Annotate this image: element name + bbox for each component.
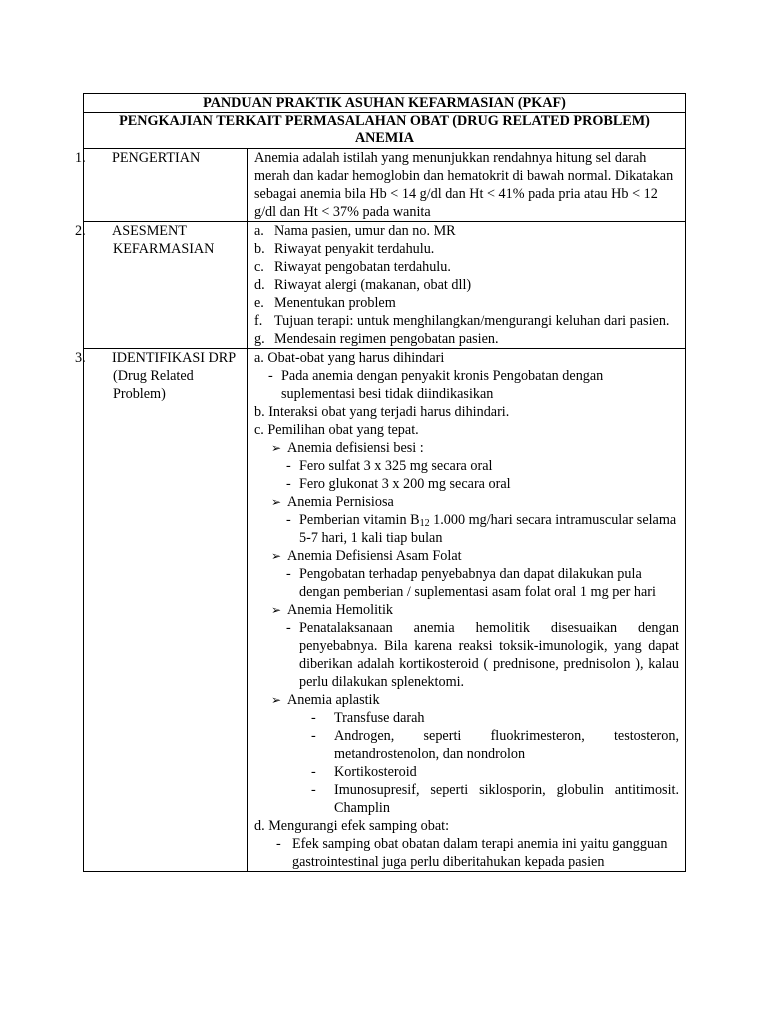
dash-text: Penatalaksanaan anemia hemolitik disesuaikan dengan penyebabnya. Bila karena reaksi toksik-imunologik, yang dapat diberikan adalah kortikosteroid ( prednisone, prednisolon ), kalau perlu dilakukan splenektomi.: [299, 620, 679, 690]
list-text: Nama pasien, umur dan no. MR: [274, 223, 456, 239]
dash-item: [254, 709, 679, 727]
dash-text: Androgen, seperti fluokrimesteron, testosteron, metandrostenolon, dan nondrolon: [334, 728, 679, 762]
dash-marker: -: [286, 566, 291, 582]
dash-text: Efek samping obat obatan dalam terapi anemia ini yaitu gangguan gastrointestinal juga perlu diberitahukan kepada pasien: [292, 836, 668, 870]
dash-item: [254, 475, 679, 493]
dash-text: Transfuse darah: [334, 710, 425, 726]
subscript: 12: [419, 518, 430, 529]
arrow-text: Anemia Defisiensi Asam Folat: [287, 548, 462, 564]
dash-marker: -: [311, 764, 316, 780]
list-marker: d.: [254, 277, 265, 293]
section-label: IDENTIFIKASI DRP (Drug Related Problem): [112, 350, 236, 402]
arrow-item: [254, 601, 679, 619]
dash-marker: -: [311, 782, 316, 798]
list-marker: g.: [254, 331, 265, 347]
list-item: [254, 312, 679, 330]
list-item: [254, 240, 679, 258]
arrow-text: Anemia aplastik: [287, 692, 380, 708]
definition-text: Anemia adalah istilah yang menunjukkan rendahnya hitung sel darah merah dan kadar hemoglobin dan hematokrit di bawah normal. Dikatakan sebagai anemia bila Hb < 14 g/dl dan Ht < 41% pada pria atau Hb < 12 g/dl dan Ht < 37% pada wanita: [254, 150, 674, 220]
section-number: 3.: [75, 350, 86, 366]
section-asesment: [84, 222, 686, 349]
pkaf-table: [75, 93, 686, 872]
dash-text: Pada anemia dengan penyakit kronis Pengobatan dengan suplementasi besi tidak diindikasikan: [281, 368, 604, 402]
dash-marker: -: [286, 512, 291, 528]
dash-marker: -: [276, 836, 281, 852]
dash-marker: -: [311, 710, 316, 726]
section-label-cell: [75, 222, 248, 349]
dash-marker: -: [286, 458, 291, 474]
list-text: Riwayat alergi (makanan, obat dll): [274, 277, 472, 293]
dash-text-part: 1.000 mg/hari secara intramuscular selama 5-7 hari, 1 kali tiap bulan: [299, 512, 677, 546]
list-item: [254, 258, 679, 276]
list-marker: b.: [254, 241, 265, 257]
subsection-d: d. Mengurangi efek samping obat:: [254, 818, 450, 834]
arrow-text: Anemia Hemolitik: [287, 602, 393, 618]
list-text: Menentukan problem: [274, 295, 396, 311]
list-marker: e.: [254, 295, 264, 311]
dash-text: Kortikosteroid: [334, 764, 417, 780]
subtitle-cell: [84, 113, 686, 149]
list-marker: c.: [254, 259, 264, 275]
document-page: [75, 93, 686, 872]
dash-text: Imunosupresif, seperti siklosporin, globulin antitimosit. Champlin: [334, 782, 679, 816]
dash-item: [254, 511, 679, 547]
list-text: Tujuan terapi: untuk menghilangkan/mengurangi keluhan dari pasien.: [274, 313, 670, 329]
dash-text: Fero sulfat 3 x 325 mg secara oral: [299, 458, 493, 474]
dash-marker: -: [286, 620, 291, 636]
section-content-cell: [248, 149, 686, 222]
dash-text: [299, 512, 676, 546]
section-content-cell: [248, 222, 686, 349]
document-subtitle: PENGKAJIAN TERKAIT PERMASALAHAN OBAT (DRUG RELATED PROBLEM): [119, 113, 650, 129]
list-item: [254, 294, 679, 312]
list-marker: f.: [254, 313, 263, 329]
dash-marker: -: [286, 476, 291, 492]
list-item: [254, 330, 679, 348]
dash-marker: -: [268, 368, 273, 384]
arrow-bullet-icon: ➢: [271, 495, 282, 509]
arrow-bullet-icon: ➢: [271, 603, 282, 617]
dash-item: [254, 367, 679, 403]
section-label: PENGERTIAN: [112, 150, 201, 166]
dash-text-part: Pemberian vitamin B: [299, 512, 420, 528]
list-text: Riwayat penyakit terdahulu.: [274, 241, 435, 257]
dash-item: [254, 835, 679, 871]
arrow-item: [254, 439, 679, 457]
arrow-bullet-icon: ➢: [271, 441, 282, 455]
dash-marker: -: [311, 728, 316, 744]
section-pengertian: [84, 149, 686, 222]
arrow-bullet-icon: ➢: [271, 693, 282, 707]
dash-item: [254, 457, 679, 475]
section-number: 2.: [75, 223, 86, 239]
section-label: ASESMENT KEFARMASIAN: [112, 223, 215, 257]
arrow-text: Anemia defisiensi besi :: [287, 440, 424, 456]
title-cell: [84, 94, 686, 113]
subsection-a: a. Obat-obat yang harus dihindari: [254, 350, 445, 366]
document-topic: ANEMIA: [354, 130, 415, 146]
section-label-cell: [75, 149, 248, 222]
arrow-text: Anemia Pernisiosa: [287, 494, 394, 510]
subsection-b: b. Interaksi obat yang terjadi harus dihindari.: [254, 404, 510, 420]
arrow-bullet-icon: ➢: [271, 549, 282, 563]
list-item: [254, 276, 679, 294]
dash-text: Fero glukonat 3 x 200 mg secara oral: [299, 476, 511, 492]
list-text: Riwayat pengobatan terdahulu.: [274, 259, 451, 275]
section-number: 1.: [75, 150, 86, 166]
section-content-cell: [248, 349, 686, 872]
dash-text: Pengobatan terhadap penyebabnya dan dapat dilakukan pula dengan pemberian / suplementasi asam folat oral 1 mg per hari: [299, 566, 656, 600]
dash-item: [254, 781, 679, 817]
arrow-item: [254, 547, 679, 565]
section-label-cell: [75, 349, 248, 872]
dash-item: [254, 619, 679, 691]
subsection-c: c. Pemilihan obat yang tepat.: [254, 422, 419, 438]
list-text: Mendesain regimen pengobatan pasien.: [274, 331, 499, 347]
section-identifikasi: [84, 349, 686, 872]
arrow-item: [254, 691, 679, 709]
document-title: PANDUAN PRAKTIK ASUHAN KEFARMASIAN (PKAF): [203, 95, 566, 111]
list-item: [254, 222, 679, 240]
arrow-item: [254, 493, 679, 511]
dash-item: [254, 727, 679, 763]
list-marker: a.: [254, 223, 264, 239]
dash-item: [254, 565, 679, 601]
dash-item: [254, 763, 679, 781]
